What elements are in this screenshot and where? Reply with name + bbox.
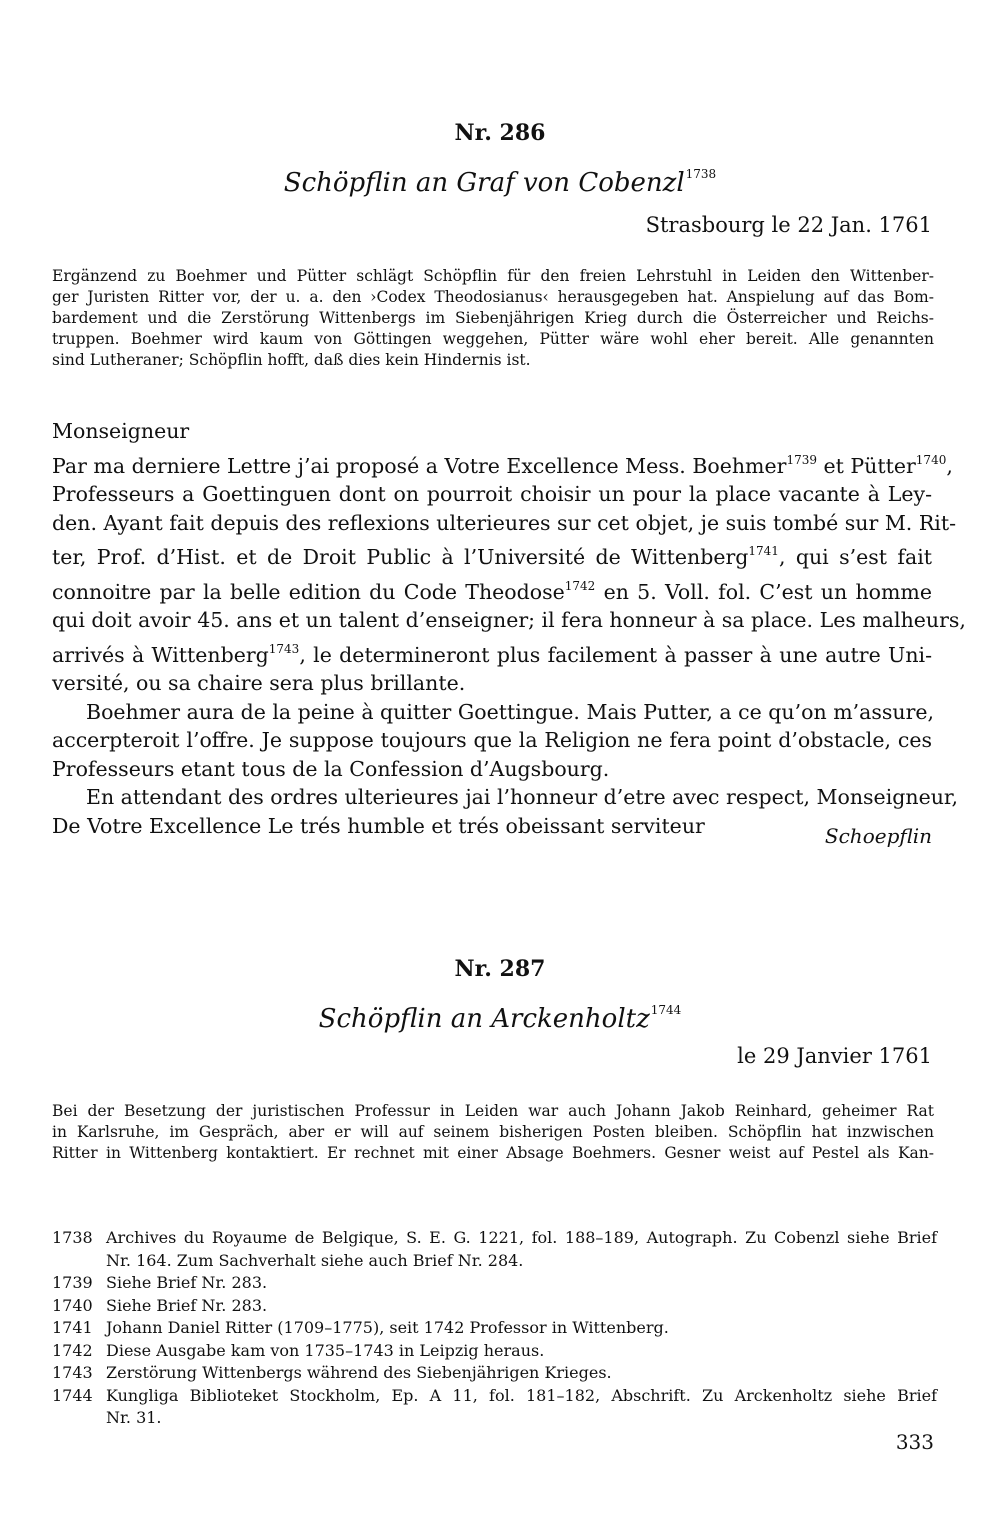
footnote-text: Nr. 164. Zum Sachverhalt siehe auch Brief Nr. 284. (106, 1250, 524, 1270)
signature: Schoepflin (824, 824, 932, 848)
summary-line: sind Lutheraner; Schöpflin hofft, daß dies kein Hindernis ist. (52, 351, 531, 369)
footnote-number: 1740 (52, 1295, 93, 1315)
footnote-ref: 1739 (786, 452, 817, 467)
summary-286 (52, 266, 934, 371)
body-line: Par ma derniere Lettre j’ai proposé a Votre Excellence Mess. Boehmer$^{1739}$ et Pütter$^{1740}$, (52, 452, 953, 478)
footnote-ref: 1740 (915, 452, 947, 467)
footnote-number: 1743 (52, 1363, 93, 1382)
footnote-ref: 1743 (268, 641, 300, 656)
footnote (52, 1340, 937, 1363)
footnote-number: 1744 (52, 1385, 93, 1405)
summary-line: Ergänzend zu Boehmer und Pütter schlägt Schöpflin für den freien Lehrstuhl in Leiden den Wittenber- (52, 267, 934, 285)
summary-287 (52, 1101, 934, 1164)
body-line: ter, Prof. d’Hist. et de Droit Public à l’Université de Wittenberg$^{1741}$, qui s’est fait (52, 544, 933, 569)
salutation: Monseigneur (52, 419, 190, 443)
footnote (52, 1362, 937, 1385)
summary-line: bardement und die Zerstörung Wittenbergs im Siebenjährigen Krieg durch die Österreicher und Reichs- (52, 309, 934, 327)
footnote-number: 1741 (52, 1318, 93, 1337)
body-line: versité, ou sa chaire sera plus brillante. (52, 671, 466, 695)
summary-line: in Karlsruhe, im Gespräch, aber er will auf seinem bisherigen Posten bleiben. Schöpflin hat inzwischen (52, 1123, 934, 1141)
body-line: Professeurs etant tous de la Confession d’Augsbourg. (52, 756, 610, 781)
body-line: Boehmer aura de la peine à quitter Goettingue. Mais Putter, a ce qu’on m’assure, (86, 699, 935, 724)
footnote-text: Diese Ausgabe kam von 1735–1743 in Leipzig heraus. (106, 1340, 545, 1360)
body-line: den. Ayant fait depuis des reflexions ulterieures sur cet objet, je suis tombé sur M. Rit- (52, 510, 956, 535)
body-line: qui doit avoir 45. ans et un talent d’enseigner; il fera honneur à sa place. Les malheurs, (52, 608, 966, 632)
footnote (52, 1385, 937, 1430)
footnote-text: Johann Daniel Ritter (1709–1775), seit 1742 Professor in Wittenberg. (106, 1318, 669, 1337)
letter-title-286 (0, 167, 1000, 198)
footnote (52, 1272, 937, 1295)
footnote-ref: 1744 (650, 1003, 682, 1017)
summary-line: truppen. Boehmer wird kaum von Göttingen weggehen, Pütter wäre wohl eher bereit. Alle genannten (52, 330, 934, 348)
letter-number-287: Nr. 287 (454, 956, 546, 982)
page-number: 333 (895, 1430, 934, 1454)
footnote-text: Nr. 31. (106, 1408, 162, 1427)
footnotes (52, 1227, 937, 1430)
letter-body-286 (52, 417, 966, 840)
body-line: En attendant des ordres ulterieures jai l’honneur d’etre avec respect, Monseigneur, (86, 785, 958, 809)
footnote-text: Siehe Brief Nr. 283. (106, 1273, 268, 1292)
footnote-text: Zerstörung Wittenbergs während des Siebenjährigen Krieges. (106, 1363, 612, 1382)
footnote-ref: 1742 (564, 578, 596, 593)
dateline-287: le 29 Janvier 1761 (737, 1044, 932, 1068)
body-line: Professeurs a Goettinguen dont on pourroit choisir un pour la place vacante à Ley- (52, 482, 932, 506)
dateline-286: Strasbourg le 22 Jan. 1761 (645, 213, 932, 237)
title-text: Schöpflin an Arckenholtz (318, 1004, 650, 1034)
body-line: arrivés à Wittenberg$^{1743}$, le determineront plus facilement à passer à une autre Uni- (52, 641, 932, 667)
summary-line: Bei der Besetzung der juristischen Professur in Leiden war auch Johann Jakob Reinhard, geheimer Rat (52, 1102, 934, 1120)
footnote-number: 1739 (52, 1273, 93, 1292)
body-line: connoitre par la belle edition du Code Theodose$^{1742}$ en 5. Voll. fol. C’est un homme (52, 578, 932, 604)
body-line: De Votre Excellence Le trés humble et trés obeissant serviteur (52, 813, 705, 838)
footnote-ref: 1741 (748, 544, 779, 558)
footnote (52, 1317, 937, 1340)
footnote-text: Siehe Brief Nr. 283. (106, 1295, 268, 1315)
title-text: Schöpflin an Graf von Cobenzl (283, 168, 685, 198)
footnote (52, 1295, 937, 1318)
footnote-number: 1738 (52, 1228, 93, 1247)
letter-number-286: Nr. 286 (454, 120, 546, 146)
footnote-text: Kungliga Biblioteket Stockholm, Ep. A 11, fol. 181–182, Abschrift. Zu Arckenholtz siehe Brief (106, 1385, 937, 1405)
footnote (52, 1227, 937, 1272)
footnote-number: 1742 (52, 1340, 93, 1360)
body-line: accerpteroit l’offre. Je suppose toujours que la Religion ne fera point d’obstacle, ces (52, 728, 932, 752)
summary-line: ger Juristen Ritter vor, der u. a. den ›Codex Theodosianus‹ herausgegeben hat. Anspielung auf das Bom- (52, 288, 934, 306)
letter-title-287 (0, 1003, 1000, 1034)
footnote-ref: 1738 (685, 167, 717, 181)
summary-line: Ritter in Wittenberg kontaktiert. Er rechnet mit einer Absage Boehmers. Gesner weist auf Pestel als Kan- (52, 1144, 934, 1162)
footnote-text: Archives du Royaume de Belgique, S. E. G. 1221, fol. 188–189, Autograph. Zu Cobenzl siehe Brief (106, 1228, 937, 1247)
